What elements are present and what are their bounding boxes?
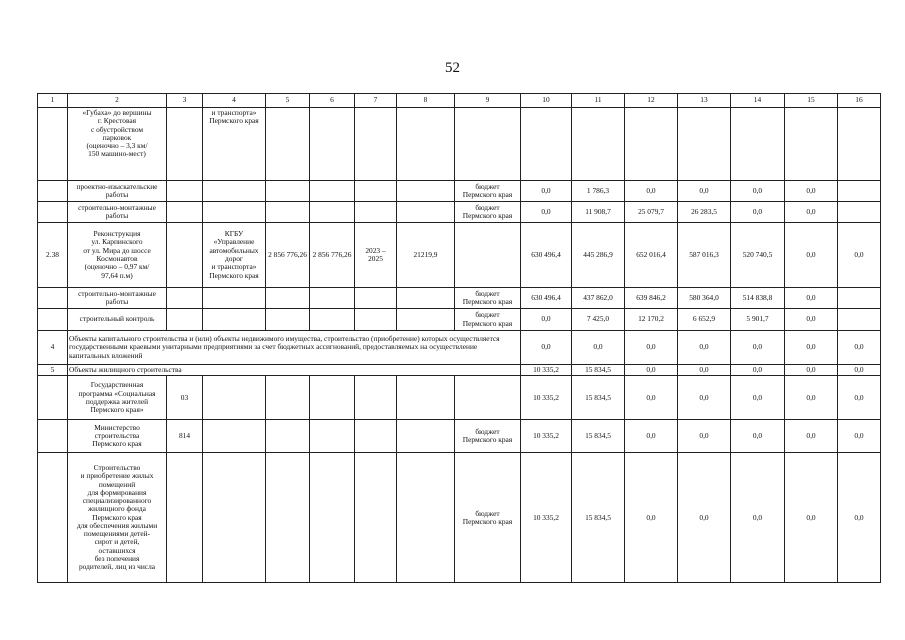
funding-source-cell: бюджет Пермского края [455, 420, 521, 453]
value-cell: 0,0 [678, 376, 731, 420]
value-cell: 25 079,7 [625, 202, 678, 223]
section-row [38, 365, 881, 376]
column-header: 15 [785, 94, 838, 108]
value-cell: 630 496,4 [521, 223, 572, 288]
column-header: 9 [455, 94, 521, 108]
value-cell: 587 016,3 [678, 223, 731, 288]
value-cell: 0,0 [731, 202, 785, 223]
object-name-cell: Министерство строительства Пермского края [68, 420, 167, 453]
value-cell: 0,0 [838, 420, 881, 453]
value-cell: 0,0 [625, 420, 678, 453]
object-name-cell: проектно-изыскательские работы [68, 181, 167, 202]
value-cell: 0,0 [731, 376, 785, 420]
value-cell: 0,0 [785, 376, 838, 420]
value-cell: 11 908,7 [572, 202, 625, 223]
value-cell: 0,0 [678, 181, 731, 202]
value-cell: 0,0 [521, 309, 572, 331]
table-row [38, 309, 881, 331]
value-cell: 0,0 [785, 288, 838, 309]
value-cell: 15 834,5 [572, 420, 625, 453]
object-name-cell: строительно-монтажные работы [68, 202, 167, 223]
column-header: 12 [625, 94, 678, 108]
value-cell: 0,0 [731, 365, 785, 376]
column-header: 4 [203, 94, 266, 108]
value-cell: 0,0 [521, 331, 572, 365]
value-cell: 0,0 [838, 365, 881, 376]
value-cell: 630 496,4 [521, 288, 572, 309]
value-cell: 0,0 [785, 309, 838, 331]
value-cell: 0,0 [785, 223, 838, 288]
row-number-cell: 4 [38, 331, 68, 365]
customer-cell: и транспорта» Пермского края [203, 108, 266, 181]
value-cell: 10 335,2 [521, 453, 572, 583]
value-cell: 0,0 [731, 331, 785, 365]
value-cell: 445 286,9 [572, 223, 625, 288]
table-row [38, 420, 881, 453]
value-cell: 6 652,9 [678, 309, 731, 331]
value-cell: 652 016,4 [625, 223, 678, 288]
value-cell: 0,0 [785, 202, 838, 223]
funding-source-cell: бюджет Пермского края [455, 202, 521, 223]
object-name-cell: Строительство и приобретение жилых помещений для формирования специализированного жилищного фонда Пермского края для обеспечения жилыми помещениями детей- сирот и детей, оставшихся без попечения родителей, лиц из числа [68, 453, 167, 583]
value-cell: 0,0 [678, 420, 731, 453]
table-row [38, 223, 881, 288]
object-name-cell: Реконструкция ул. Карпинского от ул. Мира до шоссе Космонавтов (оценочно – 0,97 км/ 97,64 п.м) [68, 223, 167, 288]
value-cell: 639 846,2 [625, 288, 678, 309]
budget-table [37, 93, 881, 583]
value-cell: 0,0 [785, 420, 838, 453]
value-cell: 0,0 [838, 453, 881, 583]
table-row [38, 181, 881, 202]
value-cell: 5 901,7 [731, 309, 785, 331]
value-cell: 520 740,5 [731, 223, 785, 288]
row-number-cell: 5 [38, 365, 68, 376]
column-header: 10 [521, 94, 572, 108]
funding-source-cell: бюджет Пермского края [455, 309, 521, 331]
value-cell: 10 335,2 [521, 420, 572, 453]
value-cell: 10 335,2 [521, 365, 572, 376]
value-cell: 0,0 [838, 223, 881, 288]
value-cell: 2 856 776,26 [266, 223, 310, 288]
table-row [38, 453, 881, 583]
value-cell: 580 364,0 [678, 288, 731, 309]
column-header: 14 [731, 94, 785, 108]
value-cell: 26 283,5 [678, 202, 731, 223]
column-number-row [38, 94, 881, 108]
value-cell: 12 170,2 [625, 309, 678, 331]
value-cell: 0,0 [785, 181, 838, 202]
column-header: 2 [68, 94, 167, 108]
column-header: 7 [355, 94, 397, 108]
section-title: Объекты жилищного строительства [68, 365, 521, 376]
value-cell: 10 335,2 [521, 376, 572, 420]
value-cell: 0,0 [731, 453, 785, 583]
value-cell: 0,0 [838, 376, 881, 420]
value-cell: 0,0 [625, 331, 678, 365]
funding-source-cell: бюджет Пермского края [455, 181, 521, 202]
section-title: Объекты капитального строительства и (или) объекты недвижимого имущества, строительство (приобретение) которых осуществляется государственными краевыми унитарными предприятиями за счет бюджетных ассигнований, предоставляемых на осуществление капитальных вложений [68, 331, 521, 365]
value-cell: 15 834,5 [572, 453, 625, 583]
value-cell: 0,0 [785, 365, 838, 376]
column-header: 3 [167, 94, 203, 108]
value-cell: 15 834,5 [572, 365, 625, 376]
funding-source-cell: бюджет Пермского края [455, 453, 521, 583]
value-cell: 0,0 [731, 420, 785, 453]
column-header: 13 [678, 94, 731, 108]
object-name-cell: строительно-монтажные работы [68, 288, 167, 309]
column-header: 6 [310, 94, 355, 108]
column-header: 1 [38, 94, 68, 108]
value-cell: 0,0 [785, 453, 838, 583]
value-cell: 0,0 [521, 181, 572, 202]
customer-cell: КГБУ «Управление автомобильных дорог и транспорта» Пермского края [203, 223, 266, 288]
value-cell: 15 834,5 [572, 376, 625, 420]
value-cell: 0,0 [678, 331, 731, 365]
value-cell: 1 786,3 [572, 181, 625, 202]
value-cell: 0,0 [625, 365, 678, 376]
value-cell: 0,0 [678, 365, 731, 376]
value-cell: 0,0 [785, 331, 838, 365]
code-cell: 03 [167, 376, 203, 420]
table-row [38, 202, 881, 223]
value-cell: 514 838,8 [731, 288, 785, 309]
value-cell: 0,0 [521, 202, 572, 223]
value-cell: 0,0 [678, 453, 731, 583]
value-cell: 0,0 [731, 181, 785, 202]
column-header: 8 [397, 94, 455, 108]
value-cell: 21219,9 [397, 223, 455, 288]
value-cell: 7 425,0 [572, 309, 625, 331]
table-row [38, 288, 881, 309]
value-cell: 2 856 776,26 [310, 223, 355, 288]
column-header: 11 [572, 94, 625, 108]
value-cell: 0,0 [625, 376, 678, 420]
table-row [38, 108, 881, 181]
value-cell: 0,0 [625, 453, 678, 583]
value-cell: 0,0 [838, 331, 881, 365]
page-number: 52 [445, 60, 460, 76]
value-cell: 0,0 [572, 331, 625, 365]
column-header: 16 [838, 94, 881, 108]
column-header: 5 [266, 94, 310, 108]
section-row [38, 331, 881, 365]
value-cell: 437 862,0 [572, 288, 625, 309]
funding-source-cell: бюджет Пермского края [455, 288, 521, 309]
object-name-cell: строительный контроль [68, 309, 167, 331]
object-name-cell: «Губаха» до вершины г. Крестовая с обустройством парковок (оценочно – 3,3 км/ 150 машино-мест) [68, 108, 167, 181]
table-row [38, 376, 881, 420]
row-number-cell: 2.38 [38, 223, 68, 288]
value-cell: 0,0 [625, 181, 678, 202]
period-cell: 2023 – 2025 [355, 223, 397, 288]
object-name-cell: Государственная программа «Социальная поддержка жителей Пермского края» [68, 376, 167, 420]
code-cell: 814 [167, 420, 203, 453]
